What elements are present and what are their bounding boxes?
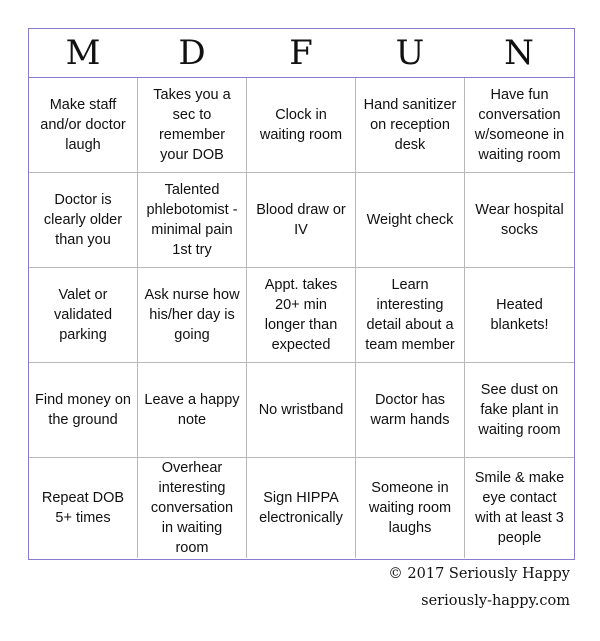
bingo-cell: Wear hospital socks <box>465 173 574 268</box>
bingo-cell: Have fun conversation w/someone in waiting room <box>465 78 574 173</box>
bingo-cell: Make staff and/or doctor laugh <box>29 78 138 173</box>
bingo-cell: Ask nurse how his/her day is going <box>138 268 247 363</box>
bingo-grid <box>29 78 574 558</box>
bingo-cell: Weight check <box>356 173 465 268</box>
bingo-cell: Doctor is clearly older than you <box>29 173 138 268</box>
bingo-cell: Clock in waiting room <box>247 78 356 173</box>
bingo-cell: Smile & make eye contact with at least 3 people <box>474 470 565 546</box>
bingo-cell: No wristband <box>247 363 356 458</box>
header-letter-u: U <box>395 33 426 73</box>
bingo-cell: Find money on the ground <box>29 363 138 458</box>
copyright-text: © 2017 Seriously Happy <box>388 566 570 582</box>
bingo-cell: Doctor has warm hands <box>356 363 465 458</box>
bingo-cell: Repeat DOB 5+ times <box>29 458 138 558</box>
bingo-cell: Heated blankets! <box>465 268 574 363</box>
bingo-cell: Hand sanitizer on reception desk <box>356 78 465 173</box>
bingo-cell: Valet or validated parking <box>29 268 138 363</box>
bingo-cell: Sign HIPPA electronically <box>247 458 356 558</box>
bingo-cell: Takes you a sec to remember your DOB <box>138 78 247 173</box>
bingo-cell: Someone in waiting room laughs <box>356 458 465 558</box>
header-letter-d: D <box>178 33 207 73</box>
website-link[interactable]: seriously-happy.com <box>421 593 570 609</box>
header-letter-f: F <box>289 33 314 73</box>
bingo-cell: Talented phlebotomist - minimal pain 1st try <box>138 173 247 268</box>
bingo-card <box>28 28 575 560</box>
bingo-cell: Appt. takes 20+ min longer than expected <box>247 268 356 363</box>
header-letter-m: M <box>65 33 102 73</box>
bingo-header <box>29 29 574 78</box>
header-letter-n: N <box>504 33 535 73</box>
bingo-cell: Blood draw or IV <box>247 173 356 268</box>
bingo-cell: Learn interesting detail about a team member <box>356 268 465 363</box>
bingo-cell: See dust on fake plant in waiting room <box>465 363 574 458</box>
bingo-cell: Overhear interesting conversation in waiting room <box>138 458 247 558</box>
bingo-cell: Leave a happy note <box>138 363 247 458</box>
